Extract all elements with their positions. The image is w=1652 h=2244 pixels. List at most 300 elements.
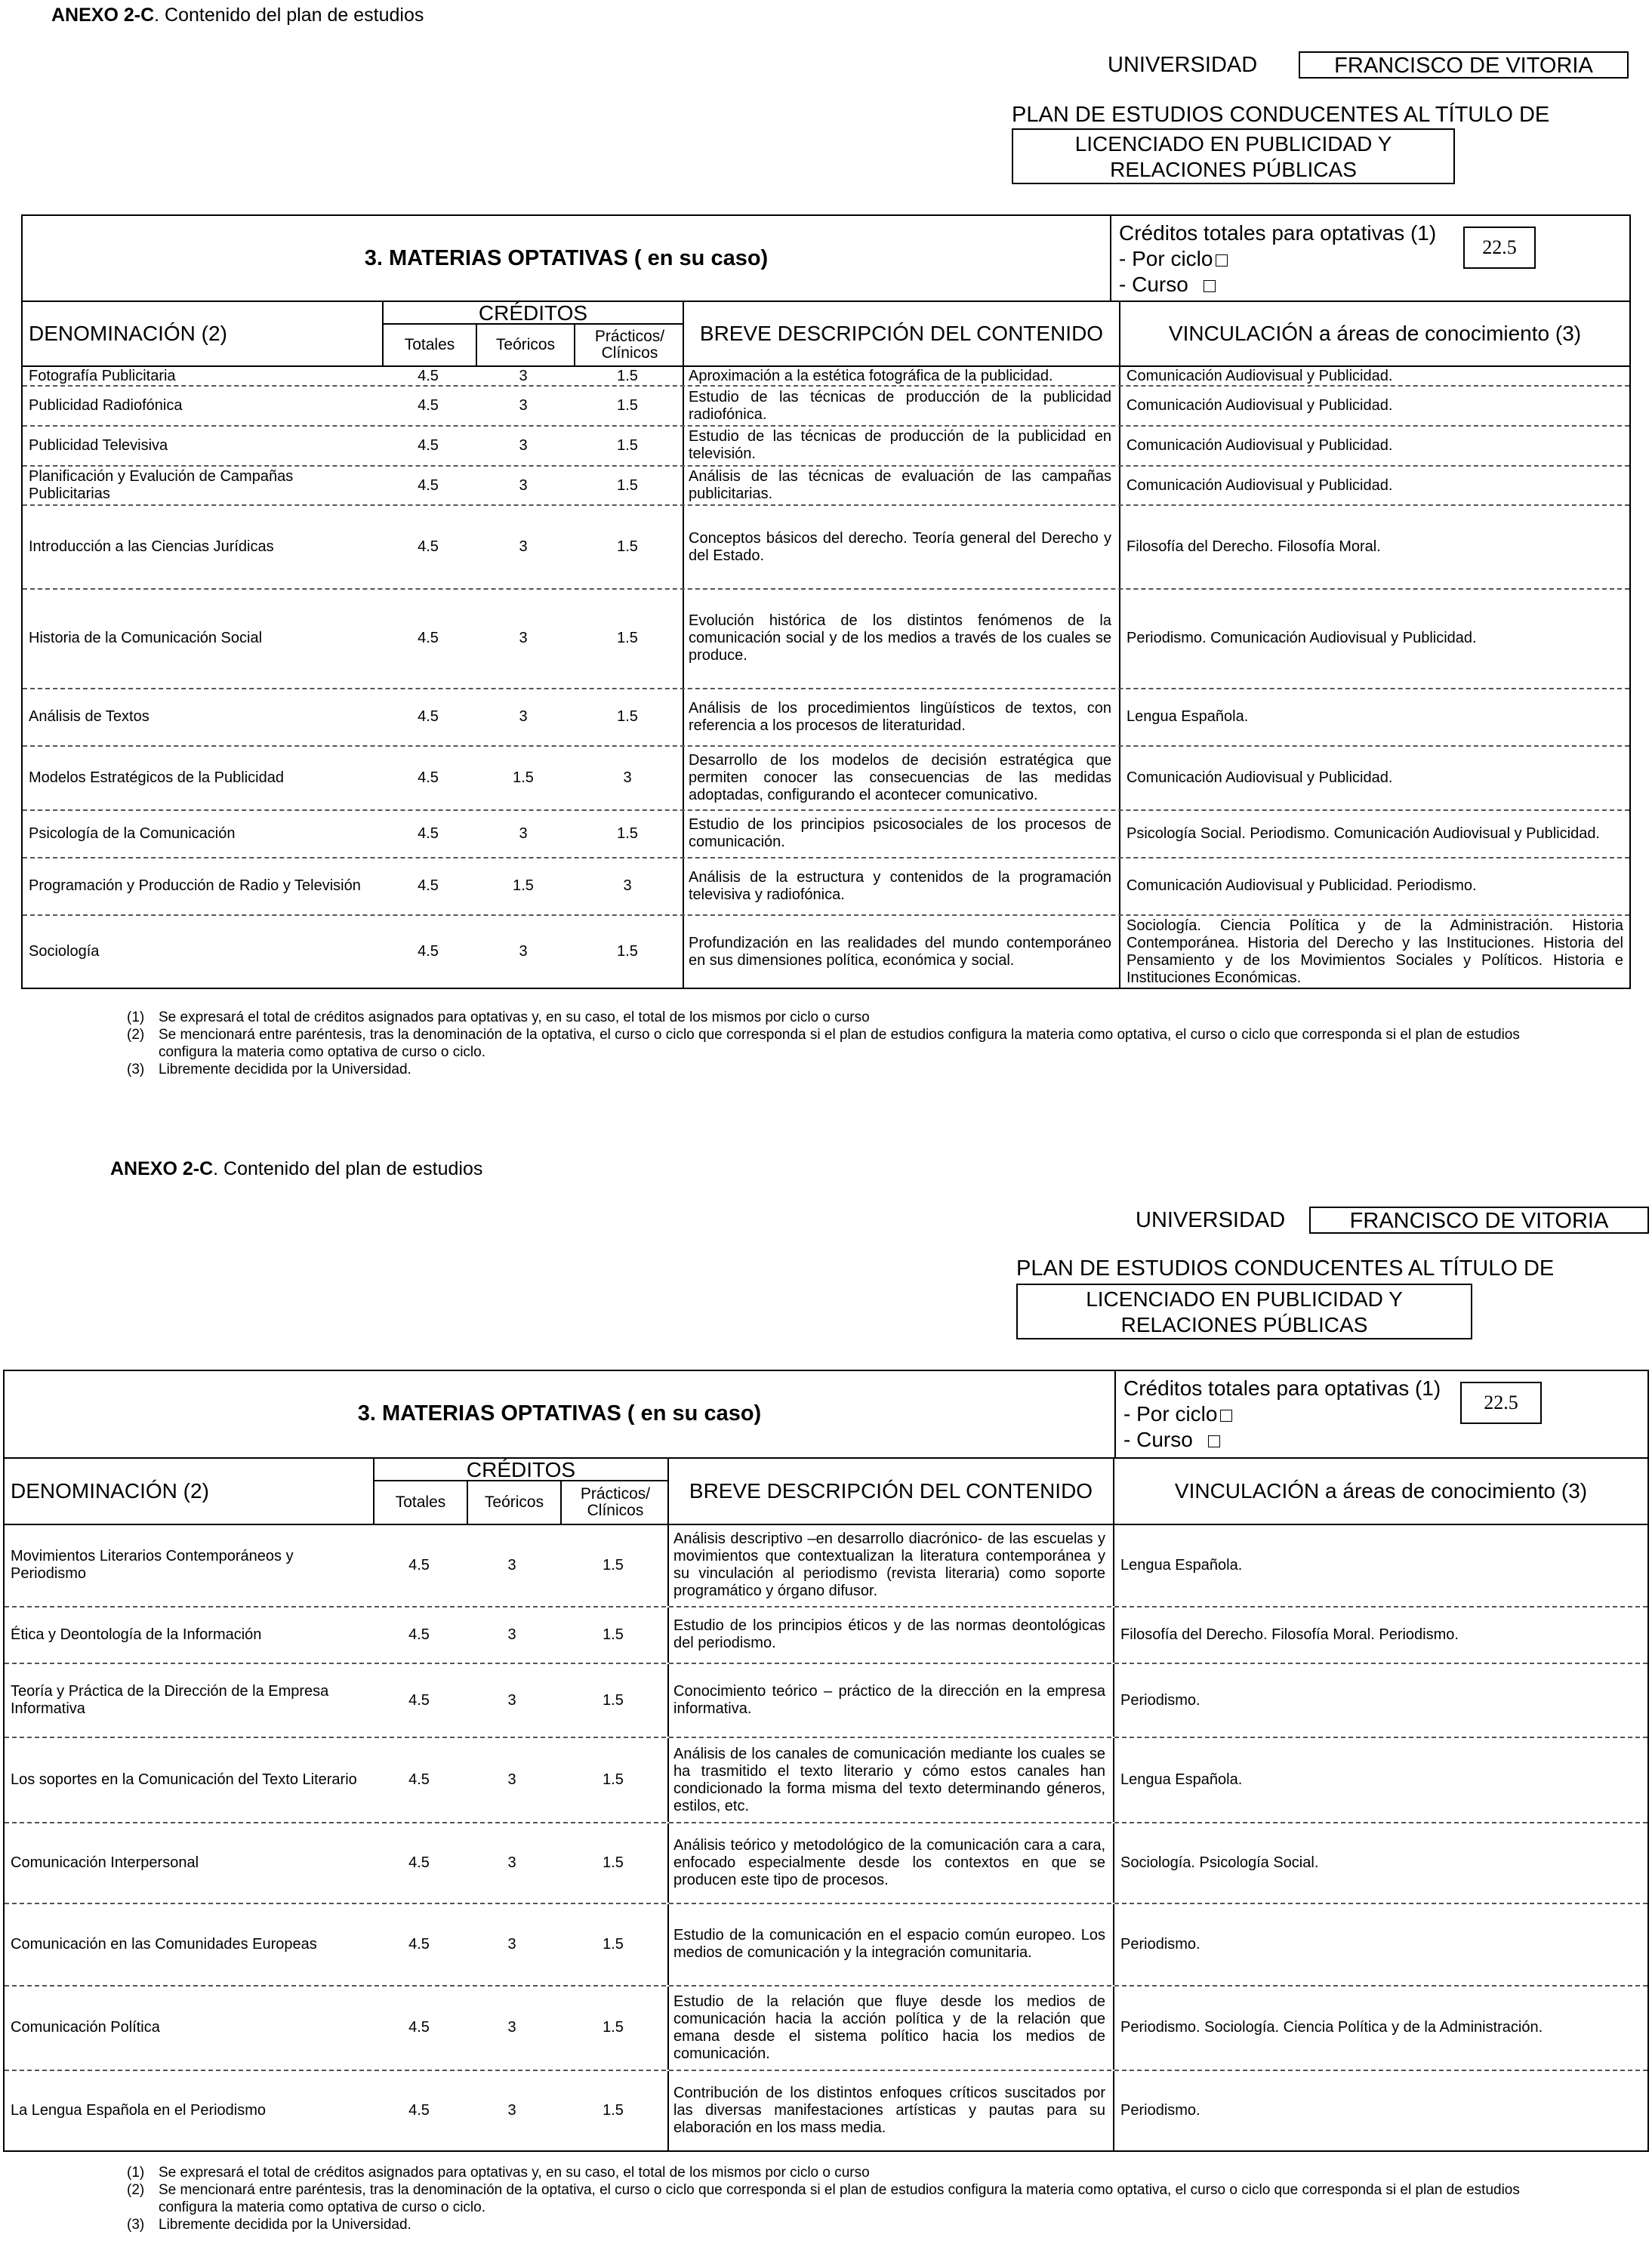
table-row	[5, 2071, 1647, 2150]
cell-descripcion-text: Estudio de las técnicas de producción de la publicidad radiofónica.	[689, 388, 1111, 423]
cell-denominacion	[23, 467, 382, 505]
document-page-1	[0, 0, 1652, 1102]
cell-vinculacion-text: Filosofía del Derecho. Filosofía Moral. Periodismo.	[1120, 1626, 1459, 1643]
footnote-number: (2)	[127, 1027, 145, 1043]
cell-totales	[382, 590, 474, 688]
plan-label: PLAN DE ESTUDIOS CONDUCENTES AL TÍTULO DE	[1012, 103, 1550, 127]
cell-denominacion	[23, 916, 382, 988]
cell-totales	[382, 467, 474, 505]
cell-teoricos-text: 3	[519, 708, 528, 726]
cell-teoricos	[474, 689, 572, 745]
cell-denominacion	[23, 590, 382, 688]
cell-practicos-text: 1.5	[603, 1935, 624, 1953]
cell-practicos	[572, 916, 683, 988]
cell-practicos	[572, 387, 683, 425]
cell-vinculacion	[1119, 916, 1629, 988]
cell-practicos-text: 1.5	[603, 1691, 624, 1709]
cell-practicos-text: 1.5	[603, 1556, 624, 1574]
cell-descripcion	[683, 467, 1119, 505]
cell-denominacion	[5, 1823, 373, 1903]
cell-teoricos	[474, 427, 572, 465]
optional-subjects-table	[3, 1370, 1649, 2152]
cell-descripcion	[667, 1607, 1113, 1663]
footnote-number: (2)	[127, 2182, 145, 2198]
cell-denominacion-text: Teoría y Práctica de la Dirección de la Empresa Informativa	[11, 1683, 329, 1718]
cell-totales-text: 4.5	[418, 769, 439, 786]
cell-teoricos	[465, 1904, 559, 1985]
optional-subjects-table	[21, 214, 1631, 989]
cell-teoricos-text: 3	[507, 2019, 516, 2036]
cell-totales-text: 4.5	[418, 476, 439, 494]
table-row	[5, 1738, 1647, 1823]
universidad-label: UNIVERSIDAD	[1136, 1208, 1286, 1232]
cell-practicos-text: 1.5	[603, 1771, 624, 1789]
cell-teoricos	[465, 2071, 559, 2150]
col-creditos-group	[373, 1459, 667, 1524]
cell-denominacion-text: Fotografía Publicitaria	[29, 367, 176, 384]
cell-descripcion-text: Aproximación a la estética fotográfica de la publicidad.	[689, 367, 1053, 384]
cell-denominacion	[23, 858, 382, 914]
cell-teoricos	[474, 506, 572, 588]
table-row	[5, 1904, 1647, 1987]
cell-teoricos	[474, 916, 572, 988]
cell-vinculacion-text: Periodismo. Sociología. Ciencia Política y de la Administración.	[1120, 2019, 1543, 2036]
por-ciclo-option: - Por ciclo	[1119, 246, 1629, 272]
cell-totales-text: 4.5	[418, 397, 439, 415]
cell-vinculacion	[1113, 1904, 1647, 1985]
table-row	[5, 1525, 1647, 1607]
cell-descripcion-text: Contribución de los distintos enfoques críticos suscitados por las diversas manifestaciones artísticas y pautas para su elaboración en los mass media.	[673, 2085, 1105, 2137]
col-denominacion: DENOMINACIÓN (2)	[11, 1479, 209, 1503]
cell-denominacion-text: Sociología	[29, 943, 100, 960]
total-credits-panel	[1110, 216, 1629, 301]
footnote-text: Se expresará el total de créditos asignados para optativas y, en su caso, el total de los mismos por ciclo o curso	[159, 1009, 870, 1025]
cell-vinculacion	[1119, 858, 1629, 914]
cell-practicos-text: 1.5	[617, 943, 638, 960]
table-row	[5, 1823, 1647, 1904]
cell-denominacion-text: Los soportes en la Comunicación del Texto Literario	[11, 1771, 357, 1789]
col-totales: Totales	[404, 336, 455, 353]
plan-label: PLAN DE ESTUDIOS CONDUCENTES AL TÍTULO DE	[1016, 1256, 1555, 1281]
cell-descripcion	[683, 858, 1119, 914]
cell-descripcion-text: Análisis de la estructura y contenidos de la programación televisiva y radiofónica.	[689, 868, 1111, 903]
annex-heading: ANEXO 2-C. Contenido del plan de estudios	[51, 5, 424, 26]
cell-descripcion	[683, 506, 1119, 588]
cell-teoricos	[474, 590, 572, 688]
cell-descripcion-text: Estudio de los principios éticos y de las normas deontológicas del periodismo.	[673, 1617, 1105, 1652]
cell-vinculacion-text: Lengua Española.	[1120, 1556, 1243, 1574]
table-body	[23, 367, 1629, 988]
cell-totales	[373, 1664, 465, 1737]
column-headers	[5, 1459, 1647, 1525]
cell-totales-text: 4.5	[418, 708, 439, 726]
col-creditos: CRÉDITOS	[374, 1459, 667, 1481]
col-creditos-group	[382, 302, 683, 365]
column-headers	[23, 302, 1629, 367]
cell-practicos-text: 1.5	[617, 538, 638, 556]
cell-practicos-text: 1.5	[617, 476, 638, 494]
cell-teoricos-text: 3	[507, 1691, 516, 1709]
table-row	[23, 387, 1629, 427]
cell-totales-text: 4.5	[408, 1935, 430, 1953]
table-row	[5, 1987, 1647, 2072]
cell-practicos	[559, 1738, 667, 1822]
cell-denominacion	[23, 747, 382, 809]
cell-denominacion-text: Planificación y Evalución de Campañas Publicitarias	[29, 468, 294, 503]
col-creditos: CRÉDITOS	[384, 302, 683, 325]
footnote-text: Se expresará el total de créditos asignados para optativas y, en su caso, el total de los mismos por ciclo o curso	[159, 2165, 870, 2181]
cell-denominacion	[23, 427, 382, 465]
cell-descripcion-text: Profundización en las realidades del mundo contemporáneo en sus dimensiones política, económica y social.	[689, 934, 1111, 969]
cell-totales	[373, 1823, 465, 1903]
footnote-text: Libremente decidida por la Universidad.	[159, 2217, 411, 2233]
cell-vinculacion-text: Comunicación Audiovisual y Publicidad.	[1127, 476, 1393, 494]
cell-practicos	[572, 467, 683, 505]
cell-descripcion-text: Análisis teórico y metodológico de la comunicación cara a cara, enfocado especialmente desde los contextos en que se producen este tipo de procesos.	[673, 1836, 1105, 1888]
table-row	[23, 367, 1629, 387]
cell-descripcion-text: Análisis descriptivo –en desarrollo diacrónico- de las escuelas y movimientos que contextualizan la literatura contemporánea y su vinculación al periodismo (revista literaria) como soporte programático y órgano difusor.	[673, 1530, 1105, 1600]
cell-vinculacion	[1113, 1525, 1647, 1606]
cell-descripcion	[683, 590, 1119, 688]
cell-practicos	[559, 1525, 667, 1606]
cell-denominacion	[5, 1525, 373, 1606]
cell-totales	[373, 1607, 465, 1663]
table-row	[23, 747, 1629, 810]
table-header	[5, 1371, 1647, 1459]
cell-practicos	[572, 747, 683, 809]
table-row	[23, 506, 1629, 590]
footnotes	[127, 1009, 1546, 1078]
footnote-item	[127, 2216, 1546, 2233]
cell-vinculacion-text: Comunicación Audiovisual y Publicidad. Periodismo.	[1127, 877, 1477, 895]
cell-descripcion	[667, 2071, 1113, 2150]
footnote-text: Libremente decidida por la Universidad.	[159, 1062, 411, 1077]
cell-totales	[373, 1904, 465, 1985]
cell-teoricos-text: 3	[519, 367, 528, 384]
cell-descripcion	[667, 1823, 1113, 1903]
cell-denominacion-text: Introducción a las Ciencias Jurídicas	[29, 538, 274, 556]
table-row	[23, 811, 1629, 858]
cell-teoricos-text: 3	[519, 943, 528, 960]
cell-descripcion-text: Análisis de los procedimientos lingüísticos de textos, con referencia a los procesos de literaturidad.	[689, 699, 1111, 734]
total-credits-label: Créditos totales para optativas (1)	[1123, 1376, 1441, 1400]
table-title: 3. MATERIAS OPTATIVAS ( en su caso)	[357, 1401, 762, 1426]
cell-descripcion-text: Análisis de las técnicas de evaluación de las campañas publicitarias.	[689, 468, 1111, 503]
cell-totales-text: 4.5	[408, 1854, 430, 1871]
cell-totales	[382, 387, 474, 425]
curso-option: - Curso	[1123, 1427, 1647, 1453]
footnote-item	[127, 1061, 1546, 1078]
cell-teoricos-text: 3	[519, 630, 528, 647]
table-row	[23, 689, 1629, 747]
cell-practicos-text: 1.5	[617, 436, 638, 454]
cell-practicos-text: 1.5	[603, 2019, 624, 2036]
cell-descripcion-text: Conocimiento teórico – práctico de la dirección en la empresa informativa.	[673, 1683, 1105, 1718]
cell-teoricos-text: 1.5	[513, 877, 534, 895]
cell-vinculacion	[1119, 506, 1629, 588]
cell-descripcion	[683, 916, 1119, 988]
cell-vinculacion-text: Periodismo. Comunicación Audiovisual y Publicidad.	[1127, 630, 1477, 647]
table-row	[5, 1607, 1647, 1664]
table-row	[23, 590, 1629, 689]
cell-denominacion-text: Análisis de Textos	[29, 708, 149, 726]
cell-teoricos	[465, 1738, 559, 1822]
cell-teoricos	[474, 387, 572, 425]
cell-teoricos	[474, 467, 572, 505]
curso-option: - Curso	[1119, 272, 1629, 297]
cell-denominacion-text: Movimientos Literarios Contemporáneos y Periodismo	[11, 1548, 294, 1583]
cell-totales	[382, 427, 474, 465]
total-credits-value: 22.5	[1460, 1382, 1542, 1424]
cell-descripcion	[667, 1525, 1113, 1606]
cell-vinculacion	[1113, 1664, 1647, 1737]
cell-descripcion	[667, 1904, 1113, 1985]
cell-denominacion-text: Publicidad Televisiva	[29, 436, 168, 454]
cell-practicos-text: 3	[623, 769, 632, 786]
cell-vinculacion-text: Sociología. Ciencia Política y de la Administración. Historia Contemporánea. Historia del Derecho y las Instituciones. Historia del Pensamiento y de los Movimientos Sociales y Políticos. Historia e Instituciones Económicas.	[1127, 917, 1623, 986]
col-descripcion: BREVE DESCRIPCIÓN DEL CONTENIDO	[683, 302, 1119, 365]
document-page-2	[0, 1155, 1652, 2242]
cell-practicos	[559, 2071, 667, 2150]
cell-teoricos	[474, 858, 572, 914]
cell-teoricos-text: 3	[519, 436, 528, 454]
table-row	[5, 1664, 1647, 1738]
footnote-number: (3)	[127, 1062, 145, 1077]
footnote-item	[127, 2164, 1546, 2181]
cell-vinculacion-text: Periodismo.	[1120, 1691, 1200, 1709]
footnote-item	[127, 2181, 1546, 2216]
cell-descripcion	[683, 747, 1119, 809]
cell-vinculacion-text: Comunicación Audiovisual y Publicidad.	[1127, 367, 1393, 384]
cell-denominacion	[5, 1607, 373, 1663]
checkbox-icon	[1220, 1410, 1232, 1422]
universidad-label: UNIVERSIDAD	[1108, 53, 1258, 77]
cell-totales-text: 4.5	[408, 1691, 430, 1709]
table-title: 3. MATERIAS OPTATIVAS ( en su caso)	[364, 246, 769, 270]
cell-vinculacion	[1119, 689, 1629, 745]
cell-totales	[382, 747, 474, 809]
footnote-number: (1)	[127, 2165, 145, 2181]
cell-descripcion	[667, 1738, 1113, 1822]
cell-practicos	[559, 1823, 667, 1903]
cell-totales	[382, 367, 474, 385]
cell-descripcion	[683, 427, 1119, 465]
cell-practicos-text: 1.5	[617, 397, 638, 415]
cell-vinculacion	[1119, 367, 1629, 385]
cell-teoricos-text: 3	[507, 1854, 516, 1871]
cell-teoricos-text: 3	[507, 1626, 516, 1643]
cell-descripcion-text: Estudio de los principios psicosociales de los procesos de comunicación.	[689, 816, 1111, 851]
cell-denominacion-text: Historia de la Comunicación Social	[29, 630, 263, 647]
checkbox-icon	[1216, 254, 1228, 267]
cell-vinculacion-text: Sociología. Psicología Social.	[1120, 1854, 1319, 1871]
cell-totales-text: 4.5	[408, 2019, 430, 2036]
cell-vinculacion	[1113, 2071, 1647, 2150]
cell-totales-text: 4.5	[418, 367, 439, 384]
cell-totales-text: 4.5	[418, 630, 439, 647]
cell-practicos-text: 1.5	[603, 1854, 624, 1871]
cell-totales-text: 4.5	[408, 1626, 430, 1643]
table-row	[23, 427, 1629, 467]
cell-practicos-text: 1.5	[617, 708, 638, 726]
cell-denominacion	[5, 1904, 373, 1985]
cell-teoricos-text: 3	[519, 825, 528, 842]
cell-denominacion-text: La Lengua Española en el Periodismo	[11, 2102, 267, 2119]
cell-descripcion-text: Estudio de las técnicas de producción de la publicidad en televisión.	[689, 428, 1111, 463]
cell-teoricos-text: 3	[507, 2102, 516, 2119]
cell-teoricos-text: 3	[507, 1556, 516, 1574]
cell-practicos-text: 1.5	[617, 825, 638, 842]
cell-vinculacion	[1119, 811, 1629, 857]
universidad-value: FRANCISCO DE VITORIA	[1299, 51, 1629, 79]
cell-practicos	[559, 1607, 667, 1663]
table-row	[23, 858, 1629, 916]
cell-totales-text: 4.5	[408, 1556, 430, 1574]
cell-descripcion-text: Estudio de la comunicación en el espacio común europeo. Los medios de comunicación y la integración comunitaria.	[673, 1927, 1105, 1962]
cell-totales	[373, 1525, 465, 1606]
por-ciclo-option: - Por ciclo	[1123, 1401, 1647, 1427]
total-credits-value: 22.5	[1463, 227, 1536, 269]
cell-teoricos	[465, 1525, 559, 1606]
cell-vinculacion	[1119, 590, 1629, 688]
cell-practicos	[572, 427, 683, 465]
cell-practicos	[559, 1987, 667, 2070]
cell-vinculacion	[1119, 747, 1629, 809]
cell-totales	[382, 689, 474, 745]
cell-denominacion-text: Ética y Deontología de la Información	[11, 1626, 262, 1643]
cell-practicos	[572, 590, 683, 688]
col-descripcion: BREVE DESCRIPCIÓN DEL CONTENIDO	[667, 1459, 1113, 1524]
cell-totales	[382, 811, 474, 857]
cell-practicos-text: 1.5	[603, 2102, 624, 2119]
cell-teoricos	[465, 1823, 559, 1903]
cell-vinculacion-text: Periodismo.	[1120, 1935, 1200, 1953]
cell-practicos	[572, 689, 683, 745]
cell-totales-text: 4.5	[418, 825, 439, 842]
cell-totales	[382, 858, 474, 914]
cell-practicos	[572, 367, 683, 385]
cell-practicos-text: 1.5	[617, 367, 638, 384]
cell-totales-text: 4.5	[418, 943, 439, 960]
cell-practicos-text: 1.5	[617, 630, 638, 647]
cell-totales-text: 4.5	[408, 2102, 430, 2119]
cell-practicos	[559, 1904, 667, 1985]
cell-descripcion-text: Desarrollo de los modelos de decisión estratégica que permiten conocer las consecuencias de las medidas adoptadas, configurando el acontecer comunicativo.	[689, 751, 1111, 803]
cell-teoricos	[474, 747, 572, 809]
cell-denominacion-text: Psicología de la Comunicación	[29, 825, 236, 842]
col-vinculacion: VINCULACIÓN a áreas de conocimiento (3)	[1119, 302, 1629, 365]
cell-denominacion-text: Comunicación Política	[11, 2019, 160, 2036]
cell-practicos	[572, 858, 683, 914]
cell-teoricos-text: 3	[519, 476, 528, 494]
cell-descripcion	[667, 1987, 1113, 2070]
cell-vinculacion	[1119, 387, 1629, 425]
cell-denominacion	[5, 2071, 373, 2150]
total-credits-label: Créditos totales para optativas (1)	[1119, 221, 1437, 245]
cell-teoricos	[474, 367, 572, 385]
checkbox-icon	[1204, 280, 1216, 292]
cell-totales-text: 4.5	[418, 538, 439, 556]
table-row	[23, 916, 1629, 988]
table-row	[23, 467, 1629, 507]
cell-teoricos-text: 3	[519, 397, 528, 415]
table-body	[5, 1525, 1647, 2150]
footnote-text: Se mencionará entre paréntesis, tras la denominación de la optativa, el curso o ciclo que corresponda si el plan de estudios configura la materia como optativa, el curso o ciclo que corresponda si el plan de estudios configura la materia como optativa de curso o ciclo.	[159, 1027, 1520, 1060]
cell-denominacion	[5, 1664, 373, 1737]
universidad-value: FRANCISCO DE VITORIA	[1309, 1207, 1649, 1234]
cell-descripcion-text: Evolución histórica de los distintos fenómenos de la comunicación social y de los medios a través de los cuales se produce.	[689, 612, 1111, 664]
cell-totales-text: 4.5	[418, 877, 439, 895]
cell-vinculacion-text: Comunicación Audiovisual y Publicidad.	[1127, 769, 1393, 786]
total-credits-panel	[1114, 1371, 1647, 1457]
cell-teoricos	[474, 811, 572, 857]
cell-denominacion-text: Programación y Producción de Radio y Televisión	[29, 877, 361, 895]
cell-practicos-text: 1.5	[603, 1626, 624, 1643]
col-practicos: Prácticos/ Clínicos	[560, 1481, 669, 1524]
cell-totales	[373, 1738, 465, 1822]
cell-teoricos	[465, 1607, 559, 1663]
cell-descripcion-text: Estudio de la relación que fluye desde los medios de comunicación hacia la acción política y de la relación que emana desde el sistema político hacia los medios de comunicación.	[673, 1993, 1105, 2062]
cell-vinculacion	[1119, 427, 1629, 465]
col-practicos: Prácticos/ Clínicos	[574, 325, 684, 365]
cell-vinculacion-text: Psicología Social. Periodismo. Comunicación Audiovisual y Publicidad.	[1127, 825, 1600, 842]
col-denominacion: DENOMINACIÓN (2)	[29, 322, 227, 345]
table-header	[23, 216, 1629, 302]
cell-denominacion	[23, 506, 382, 588]
footnote-number: (3)	[127, 2217, 145, 2233]
col-teoricos: Teóricos	[467, 1481, 560, 1524]
cell-vinculacion	[1119, 467, 1629, 505]
cell-vinculacion	[1113, 1738, 1647, 1822]
cell-denominacion	[23, 811, 382, 857]
cell-descripcion	[683, 387, 1119, 425]
cell-descripcion-text: Análisis de los canales de comunicación mediante los cuales se ha trasmitido el texto literario y cómo estos canales han condicionado la forma misma del texto determinando géneros, estilos, etc.	[673, 1745, 1105, 1814]
cell-denominacion-text: Publicidad Radiofónica	[29, 397, 183, 415]
cell-descripcion-text: Conceptos básicos del derecho. Teoría general del Derecho y del Estado.	[689, 529, 1111, 564]
checkbox-icon	[1208, 1435, 1220, 1447]
footnote-text: Se mencionará entre paréntesis, tras la denominación de la optativa, el curso o ciclo que corresponda si el plan de estudios configura la materia como optativa, el curso o ciclo que corresponda si el plan de estudios configura la materia como optativa de curso o ciclo.	[159, 2182, 1520, 2215]
cell-teoricos	[465, 1664, 559, 1737]
cell-denominacion	[5, 1738, 373, 1822]
cell-descripcion	[683, 689, 1119, 745]
cell-vinculacion-text: Periodismo.	[1120, 2102, 1200, 2119]
cell-denominacion-text: Modelos Estratégicos de la Publicidad	[29, 769, 284, 786]
cell-vinculacion-text: Lengua Española.	[1120, 1771, 1243, 1789]
cell-denominacion	[23, 387, 382, 425]
annex-heading: ANEXO 2-C. Contenido del plan de estudios	[110, 1158, 483, 1179]
footnote-item	[127, 1026, 1546, 1061]
degree-title-box: LICENCIADO EN PUBLICIDAD Y RELACIONES PÚBLICAS	[1016, 1284, 1472, 1339]
cell-totales	[373, 2071, 465, 2150]
cell-teoricos	[465, 1987, 559, 2070]
cell-practicos-text: 3	[623, 877, 632, 895]
cell-vinculacion-text: Comunicación Audiovisual y Publicidad.	[1127, 397, 1393, 415]
cell-totales-text: 4.5	[418, 436, 439, 454]
cell-vinculacion	[1113, 1987, 1647, 2070]
degree-title-box: LICENCIADO EN PUBLICIDAD Y RELACIONES PÚBLICAS	[1012, 128, 1455, 184]
cell-descripcion	[683, 811, 1119, 857]
cell-practicos	[572, 506, 683, 588]
cell-denominacion-text: Comunicación Interpersonal	[11, 1854, 199, 1871]
footnote-number: (1)	[127, 1009, 145, 1025]
col-vinculacion: VINCULACIÓN a áreas de conocimiento (3)	[1113, 1459, 1647, 1524]
cell-teoricos-text: 3	[507, 1771, 516, 1789]
cell-totales-text: 4.5	[408, 1771, 430, 1789]
cell-vinculacion-text: Lengua Española.	[1127, 708, 1249, 726]
cell-totales	[382, 506, 474, 588]
cell-denominacion	[23, 367, 382, 385]
cell-descripcion	[667, 1664, 1113, 1737]
